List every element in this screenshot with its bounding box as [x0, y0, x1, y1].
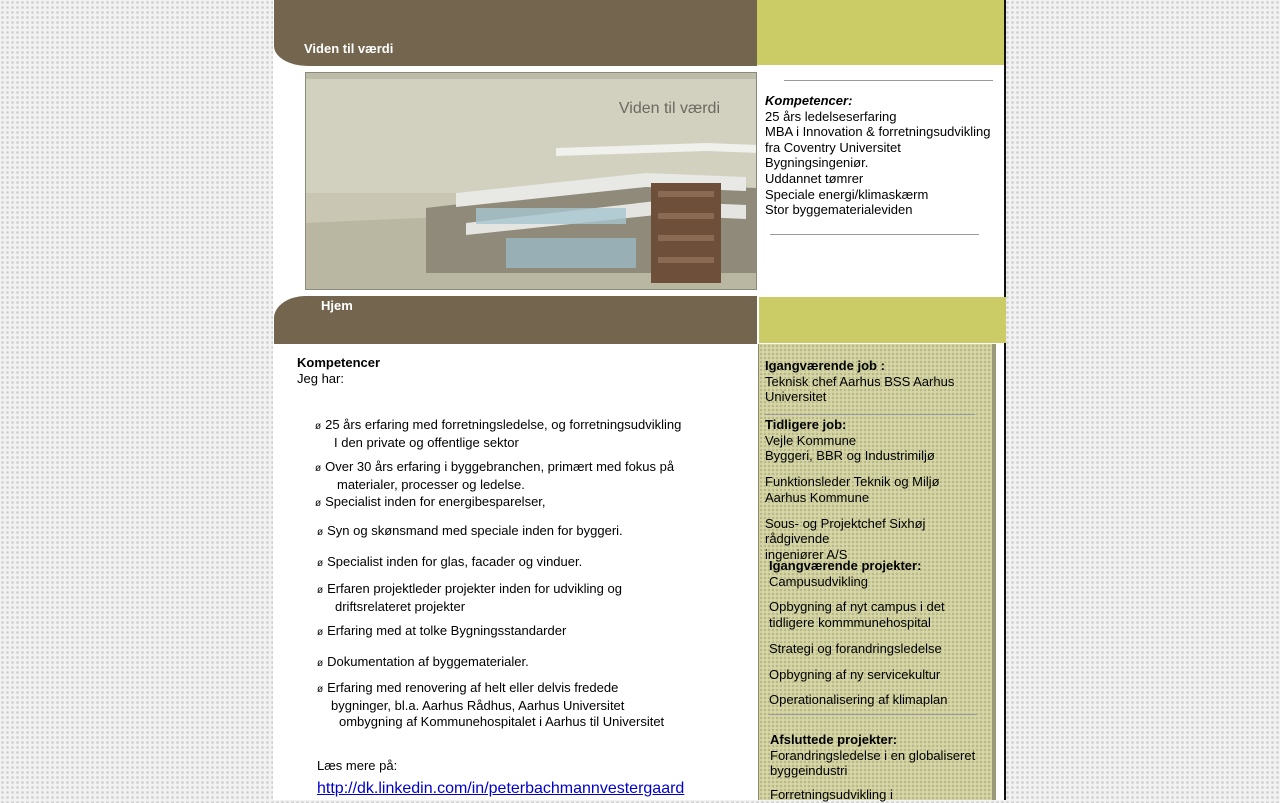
finished-projects: Afsluttede projekter: Forandringsledelse i en globaliseret byggeindustri Forretningsudvikling i — [770, 732, 976, 803]
page-container — [273, 0, 1006, 803]
finished-projects-title: Afsluttede projekter: — [770, 732, 898, 747]
nav-accent — [759, 297, 1006, 343]
competency-item: Uddannet tømrer — [765, 170, 864, 186]
competencies-box — [765, 93, 1001, 218]
bullet-marker: ø — [317, 527, 324, 538]
competency-bullet: ø Syn og skønsmand med speciale inden for byggeri. — [317, 523, 623, 538]
bullet-marker: ø — [317, 627, 324, 638]
bullet-marker: ø — [317, 558, 324, 569]
competency-bullet: ø 25 års erfaring med forretningsledelse, og forretningsudvikling I den private og offentlige sektor — [315, 417, 682, 450]
divider — [784, 80, 993, 81]
competency-bullet: ø Dokumentation af byggematerialer. — [317, 654, 529, 669]
bullet-marker: ø — [317, 684, 324, 695]
intro-text: Jeg har: — [297, 371, 344, 386]
competency-item: Speciale energi/klimaskærm — [765, 186, 929, 202]
bullet-marker: ø — [315, 421, 322, 432]
current-job: Igangværende job : Teknisk chef Aarhus BSS Aarhus Universitet — [765, 358, 955, 405]
competency-bullet: ø Specialist inden for glas, facader og vinduer. — [317, 554, 583, 569]
read-more-label: Læs mere på: — [317, 758, 398, 773]
competency-bullet: ø Erfaring med at tolke Bygningsstandarder — [317, 623, 567, 638]
competency-item: Bygningsingeniør. — [765, 155, 869, 171]
nav-home-link[interactable]: Hjem — [321, 298, 353, 313]
linkedin-link[interactable]: http://dk.linkedin.com/in/peterbachmannvestergaard — [317, 780, 685, 797]
competency-item: 25 års ledelseserfaring — [765, 108, 897, 124]
competency-bullet: ø Erfaring med renovering af helt eller delvis fredede bygninger, bl.a. Aarhus Rådhus, Aarhus Universitet ombygning af Kommunehospitalet i Aarhus til Universitet — [317, 680, 665, 729]
bullet-marker: ø — [315, 498, 322, 509]
page-right-rule — [1004, 0, 1006, 800]
competency-bullet: ø Erfaren projektleder projekter inden for udvikling og driftsrelateret projekter — [317, 581, 622, 614]
competency-item: Stor byggematerialeviden — [765, 202, 913, 218]
hero-caption: Viden til værdi — [618, 100, 720, 117]
divider — [770, 234, 979, 235]
competency-bullet: ø Specialist inden for energibesparelser, — [315, 494, 546, 509]
bullet-marker: ø — [317, 585, 324, 596]
bullet-marker: ø — [317, 658, 324, 669]
divider — [765, 414, 975, 415]
divider — [769, 714, 977, 715]
bullet-marker: ø — [315, 463, 322, 474]
previous-jobs-title: Tidligere job: — [765, 417, 847, 432]
competencies-title: Kompetencer: — [765, 93, 853, 108]
current-job-title: Igangværende job : — [765, 358, 885, 373]
competency-bullet: ø Over 30 års erfaring i byggebranchen, primært med fokus på materialer, processer og ledelse. — [315, 459, 675, 492]
section-heading: Kompetencer — [297, 355, 381, 370]
competency-item: MBA i Innovation & forretningsudvikling — [765, 124, 991, 140]
hero-image — [305, 72, 757, 290]
sidebar-panel — [758, 344, 996, 803]
header-bar — [274, 0, 757, 66]
current-projects-title: Igangværende projekter: — [769, 558, 922, 573]
current-projects: Igangværende projekter: Campusudvikling Opbygning af nyt campus i det tidligere kommmunehospital Strategi og forandringsledelse Opbygning af ny servicekultur Operationalisering af klimaplan — [769, 558, 948, 708]
competency-item: fra Coventry Universitet — [765, 139, 901, 155]
site-tagline: Viden til værdi — [304, 41, 394, 56]
header-accent — [757, 0, 1004, 65]
previous-jobs: Tidligere job: Vejle Kommune Byggeri, BBR og Industrimiljø Funktionsleder Teknik og Miljø Aarhus Kommune Sous- og Projektchef Sixhøj rådgivende ingeniører A/S — [765, 417, 992, 563]
